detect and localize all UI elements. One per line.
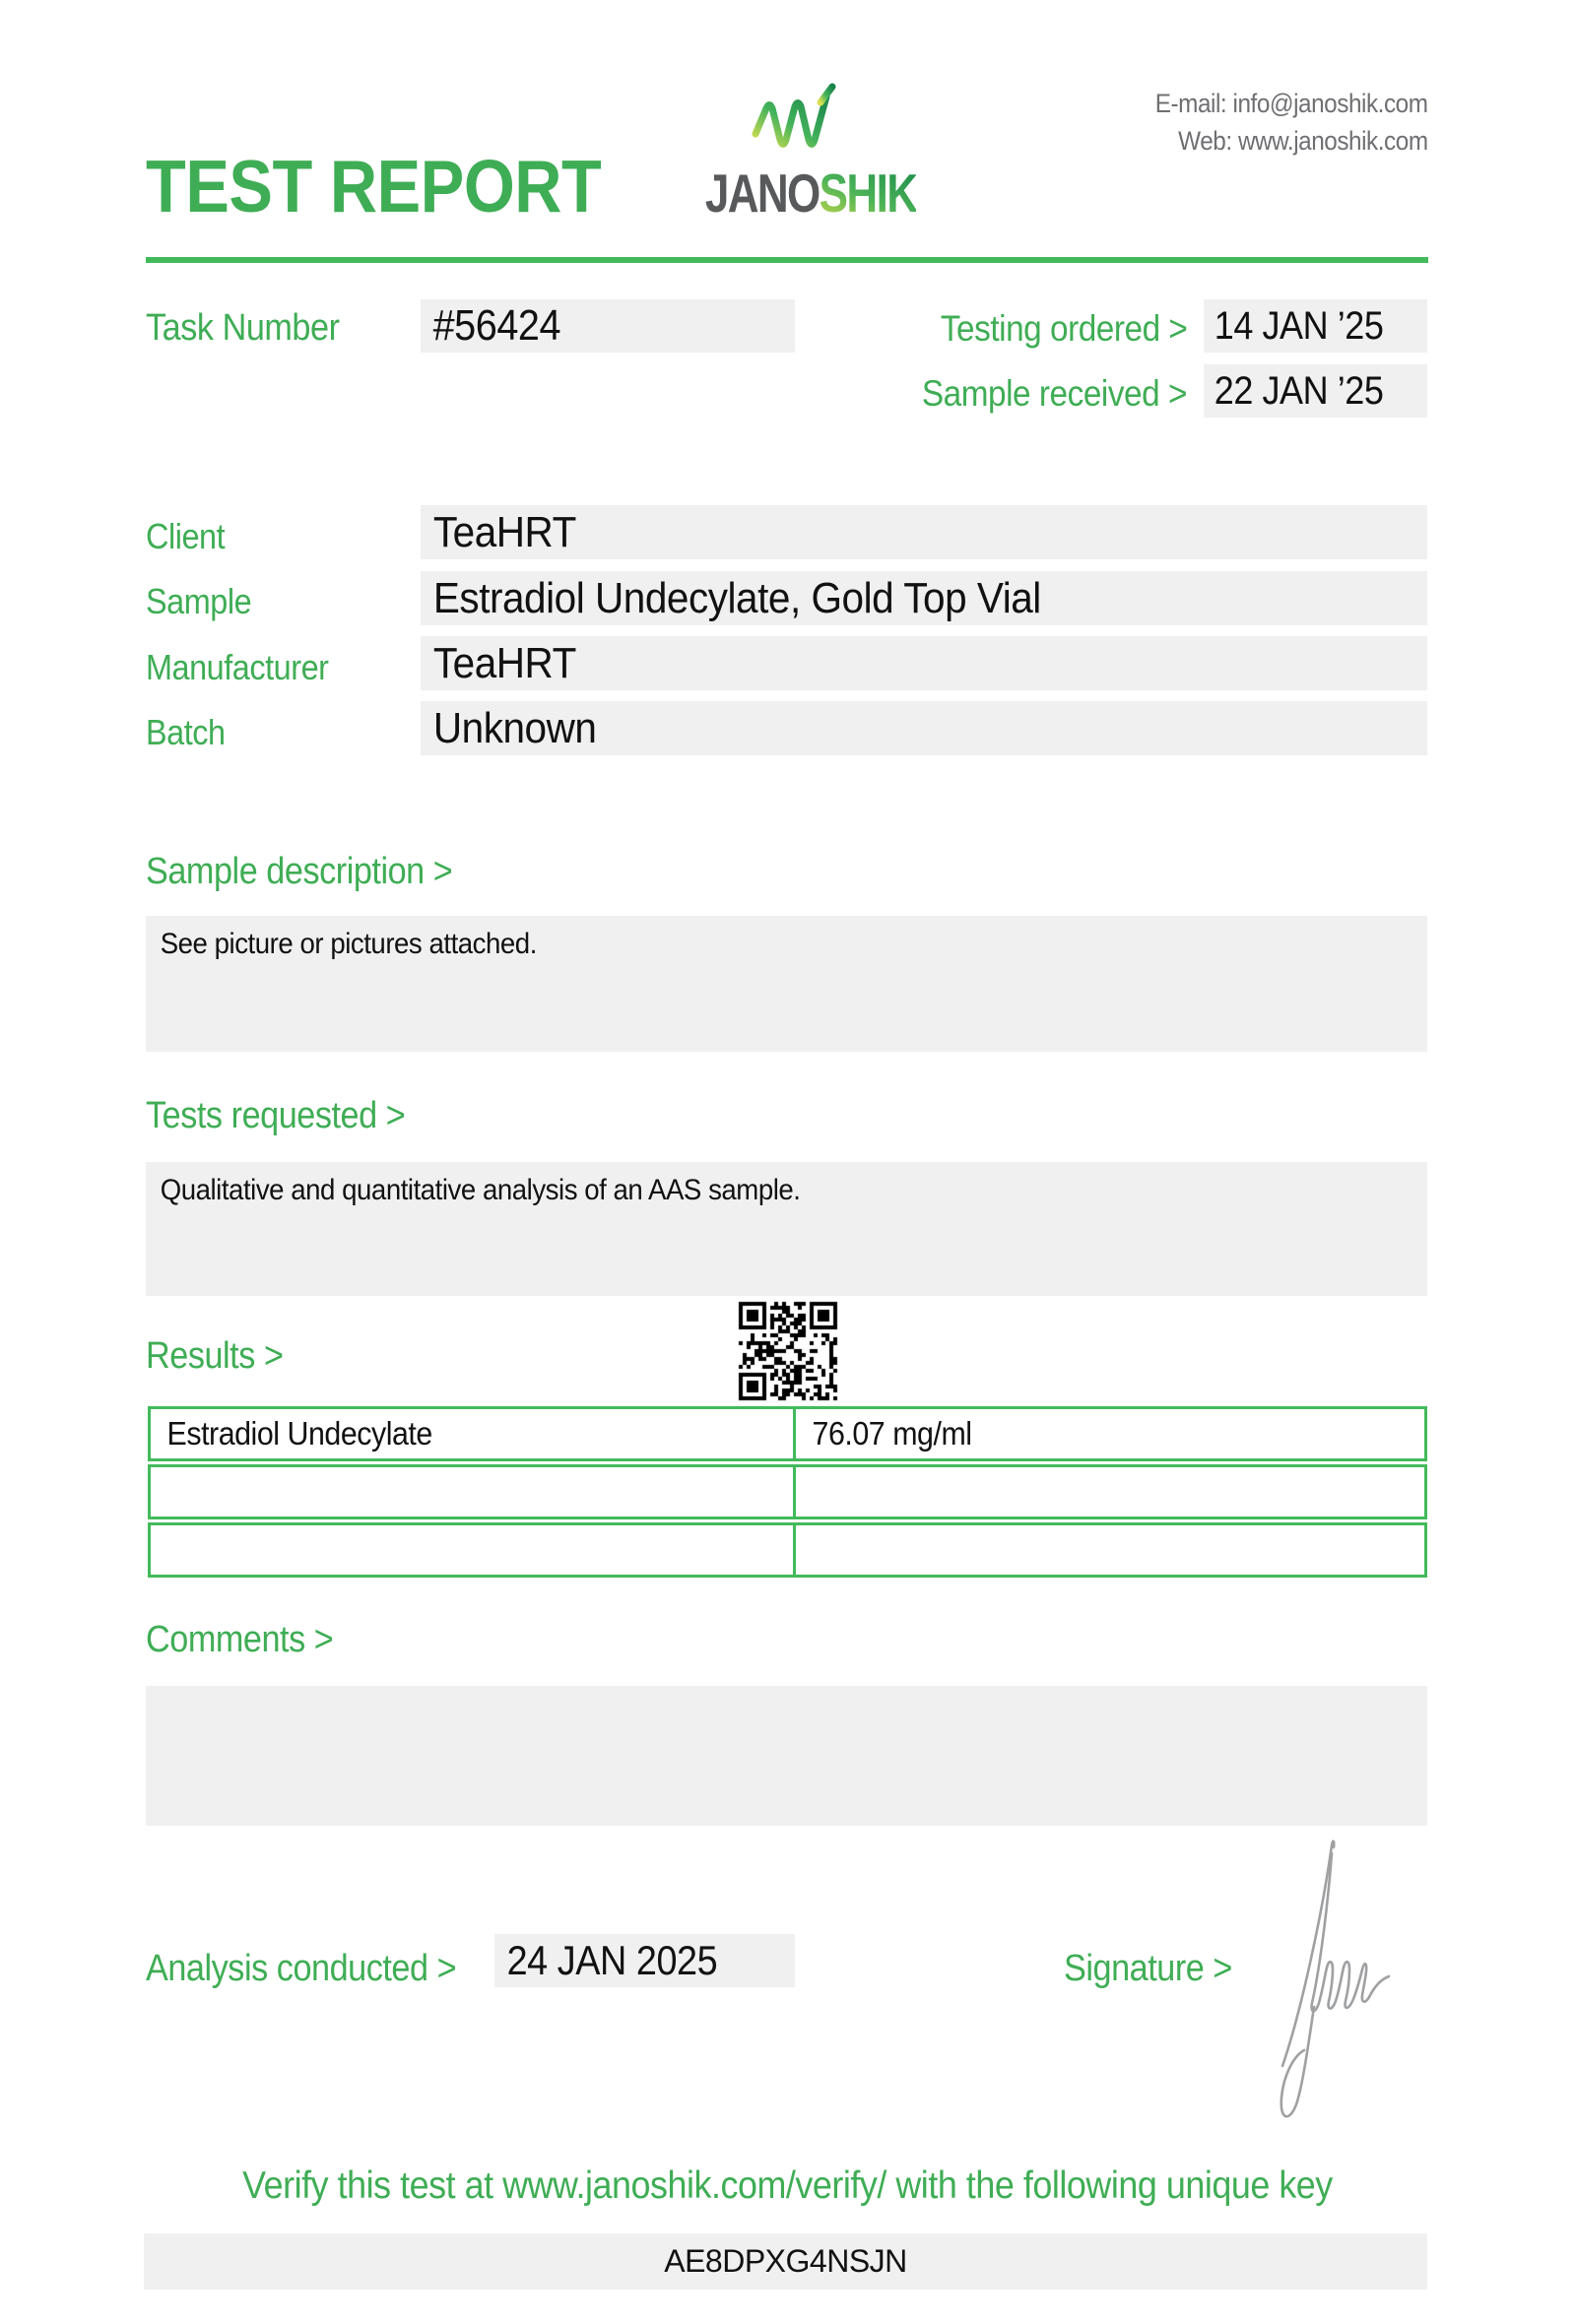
sample-value: Estradiol Undecylate, Gold Top Vial bbox=[421, 571, 1427, 625]
janoshik-logo-text bbox=[705, 161, 917, 225]
sample-description-text: See picture or pictures attached. bbox=[160, 928, 537, 960]
comments-heading: Comments > bbox=[146, 1619, 334, 1660]
analysis-conducted-label: Analysis conducted > bbox=[146, 1948, 457, 1989]
verify-key: AE8DPXG4NSJN bbox=[664, 2243, 907, 2279]
contact-email: E-mail: info@janoshik.com bbox=[1155, 89, 1428, 118]
signature-image bbox=[1269, 1830, 1399, 2135]
results-row bbox=[148, 1406, 1427, 1461]
sample-description-box bbox=[146, 916, 1427, 1052]
verify-key-box bbox=[144, 2233, 1427, 2290]
analyte-cell: Estradiol Undecylate bbox=[151, 1409, 796, 1458]
signature-label: Signature > bbox=[1064, 1948, 1232, 1989]
sample-description-heading: Sample description > bbox=[146, 851, 453, 892]
result-cell bbox=[796, 1525, 1424, 1575]
batch-label: Batch bbox=[146, 712, 226, 752]
header-divider bbox=[146, 257, 1428, 263]
testing-ordered-date: 14 JAN ’25 bbox=[1204, 299, 1427, 353]
client-label: Client bbox=[146, 516, 226, 556]
results-table bbox=[148, 1406, 1427, 1581]
task-number-value: #56424 bbox=[421, 299, 795, 353]
logo-jano: JANO bbox=[704, 162, 820, 224]
manufacturer-value: TeaHRT bbox=[421, 636, 1427, 690]
results-row bbox=[148, 1522, 1427, 1578]
batch-value: Unknown bbox=[421, 701, 1427, 755]
analyte-cell bbox=[151, 1467, 796, 1517]
result-cell bbox=[796, 1467, 1424, 1517]
results-heading: Results > bbox=[146, 1335, 284, 1377]
task-number-label: Task Number bbox=[146, 307, 340, 349]
testing-ordered-label: Testing ordered > bbox=[940, 308, 1187, 349]
qr-code bbox=[737, 1300, 839, 1402]
analysis-date: 24 JAN 2025 bbox=[494, 1934, 795, 1987]
result-cell: 76.07 mg/ml bbox=[812, 1415, 972, 1452]
janoshik-logo bbox=[679, 79, 917, 225]
client-value: TeaHRT bbox=[421, 505, 1427, 559]
contact-web: Web: www.janoshik.com bbox=[1178, 126, 1428, 156]
logo-shik: SHIK bbox=[819, 162, 917, 224]
results-row bbox=[148, 1464, 1427, 1519]
comments-text bbox=[146, 1687, 161, 1699]
verify-instruction: Verify this test at www.janoshik.com/verify/ with the following unique key bbox=[241, 2164, 1333, 2207]
janoshik-chart-icon bbox=[746, 79, 836, 160]
analyte-cell bbox=[151, 1525, 796, 1575]
contact-block bbox=[1125, 85, 1428, 160]
tests-requested-text: Qualitative and quantitative analysis of an AAS sample. bbox=[160, 1174, 801, 1206]
tests-requested-heading: Tests requested > bbox=[146, 1095, 406, 1136]
page-title: TEST REPORT bbox=[146, 145, 602, 227]
sample-label: Sample bbox=[146, 581, 252, 621]
sample-received-date: 22 JAN ’25 bbox=[1204, 364, 1427, 418]
comments-box bbox=[146, 1686, 1427, 1826]
tests-requested-box bbox=[146, 1162, 1427, 1296]
sample-received-label: Sample received > bbox=[921, 373, 1187, 414]
manufacturer-label: Manufacturer bbox=[146, 647, 329, 687]
